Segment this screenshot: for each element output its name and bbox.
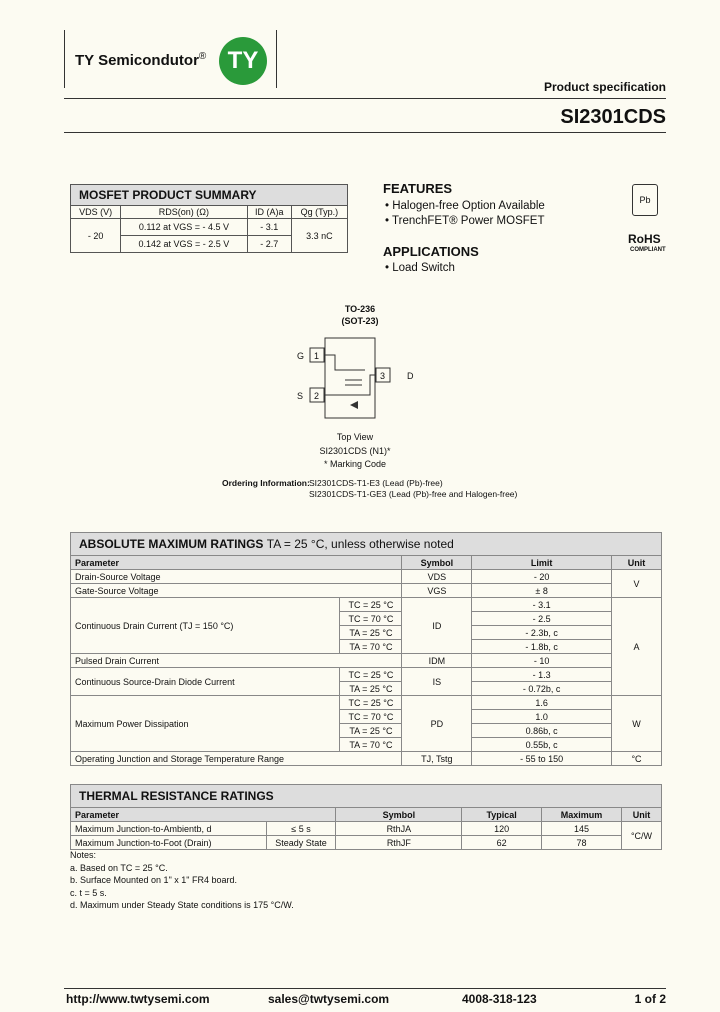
thermal-header: Typical [462, 808, 542, 822]
symbol-cell: PD [402, 696, 472, 752]
product-summary-table [70, 184, 348, 253]
ordering-item: SI2301CDS-T1-E3 (Lead (Pb)-free) [309, 478, 443, 488]
footer-phone: 4008-318-123 [462, 992, 537, 1006]
limit-cell: - 2.5 [472, 612, 612, 626]
cond-cell: ≤ 5 s [266, 822, 336, 836]
param-cell: Maximum Power Dissipation [71, 696, 340, 752]
max-cell: 145 [542, 822, 622, 836]
cond-cell: TC = 25 °C [340, 598, 402, 612]
symbol-cell: IS [402, 668, 472, 696]
cond-cell: TA = 70 °C [340, 738, 402, 752]
pin-s-label: S [297, 391, 304, 401]
pb-free-icon: Pb [632, 184, 658, 216]
summary-vds: - 20 [71, 219, 121, 253]
symbol-cell: RthJA [336, 822, 462, 836]
notes-title: Notes: [70, 850, 97, 860]
param-cell: Continuous Source-Drain Diode Current [71, 668, 340, 696]
top-view-label: Top View [336, 432, 374, 442]
note-item: b. Surface Mounted on 1" x 1" FR4 board. [70, 875, 237, 885]
pin-1-number: 1 [314, 351, 320, 361]
company-logo: TY [219, 37, 267, 85]
footer-url[interactable]: http://www.twtysemi.com [66, 992, 210, 1006]
pin-2-number: 2 [314, 391, 320, 401]
summary-id: - 3.1 [247, 219, 291, 236]
symbol-cell: ID [402, 598, 472, 654]
company-name: TY Semicondutor® [75, 51, 207, 69]
limit-cell: ± 8 [472, 584, 612, 598]
summary-rds: 0.142 at VGS = - 2.5 V [121, 236, 247, 253]
pin-g-label: G [297, 351, 305, 361]
marking-note: * Marking Code [323, 459, 387, 469]
cond-cell: TA = 70 °C [340, 640, 402, 654]
summary-id: - 2.7 [247, 236, 291, 253]
title-divider [64, 132, 666, 133]
symbol-cell: TJ, Tstg [402, 752, 472, 766]
marking-code: SI2301CDS (N1)* [319, 446, 391, 456]
thermal-resistance-table [70, 784, 662, 850]
limit-cell: - 55 to 150 [472, 752, 612, 766]
page-number: 1 of 2 [634, 992, 666, 1006]
abs-max-title: ABSOLUTE MAXIMUM RATINGS TA = 25 °C, unless otherwise noted [71, 533, 662, 556]
cond-cell: Steady State [266, 836, 336, 850]
thermal-title: THERMAL RESISTANCE RATINGS [71, 785, 662, 808]
symbol-cell: VDS [402, 570, 472, 584]
note-item: d. Maximum under Steady State conditions is 175 °C/W. [70, 900, 294, 910]
unit-cell: A [612, 598, 662, 696]
diode-symbol [350, 401, 358, 409]
thermal-header: Parameter [71, 808, 336, 822]
param-cell: Maximum Junction-to-Ambientb, d [71, 822, 267, 836]
limit-cell: 1.0 [472, 710, 612, 724]
limit-cell: - 1.8b, c [472, 640, 612, 654]
cond-cell: TC = 70 °C [340, 710, 402, 724]
typ-cell: 120 [462, 822, 542, 836]
summary-header: VDS (V) [71, 206, 121, 219]
limit-cell: - 20 [472, 570, 612, 584]
param-cell: Drain-Source Voltage [71, 570, 402, 584]
unit-cell: W [612, 696, 662, 752]
cond-cell: TA = 25 °C [340, 682, 402, 696]
cond-cell: TC = 25 °C [340, 668, 402, 682]
abs-header: Parameter [71, 556, 402, 570]
param-cell: Operating Junction and Storage Temperature Range [71, 752, 402, 766]
thermal-header: Maximum [542, 808, 622, 822]
param-cell: Gate-Source Voltage [71, 584, 402, 598]
limit-cell: - 0.72b, c [472, 682, 612, 696]
ordering-item: SI2301CDS-T1-GE3 (Lead (Pb)-free and Halogen-free) [309, 489, 518, 499]
summary-rds: 0.112 at VGS = - 4.5 V [121, 219, 247, 236]
unit-cell: V [612, 570, 662, 598]
typ-cell: 62 [462, 836, 542, 850]
limit-cell: 1.6 [472, 696, 612, 710]
notes [70, 849, 294, 912]
application-item: • Load Switch [385, 262, 455, 274]
summary-header: Qg (Typ.) [291, 206, 347, 219]
cond-cell: TA = 25 °C [340, 626, 402, 640]
limit-cell: 0.86b, c [472, 724, 612, 738]
header-divider [64, 98, 666, 99]
limit-cell: 0.55b, c [472, 738, 612, 752]
spec-label: Product specification [543, 80, 666, 94]
max-cell: 78 [542, 836, 622, 850]
feature-item: • Halogen-free Option Available [385, 200, 545, 212]
package-diagram [290, 330, 420, 430]
summary-qg: 3.3 nC [291, 219, 347, 253]
symbol-cell: VGS [402, 584, 472, 598]
pin-3-number: 3 [380, 371, 386, 381]
footer-email[interactable]: sales@twtysemi.com [268, 992, 390, 1006]
package-body [325, 338, 375, 418]
note-item: a. Based on TC = 25 °C. [70, 862, 168, 873]
pin-d-label: D [407, 371, 414, 381]
ordering-label: Ordering Information: [222, 478, 310, 488]
unit-cell: °C/W [621, 822, 661, 850]
cond-cell: TC = 70 °C [340, 612, 402, 626]
param-cell: Maximum Junction-to-Foot (Drain) [71, 836, 267, 850]
limit-cell: - 3.1 [472, 598, 612, 612]
param-cell: Continuous Drain Current (TJ = 150 °C) [71, 598, 340, 654]
summary-header: ID (A)a [247, 206, 291, 219]
applications-title: APPLICATIONS [383, 244, 479, 259]
rohs-label: RoHS [628, 232, 661, 246]
features-title: FEATURES [383, 181, 453, 196]
absolute-max-ratings-table [70, 532, 662, 766]
mosfet-symbol [324, 355, 376, 395]
footer-divider [64, 988, 666, 989]
cond-cell: TA = 25 °C [340, 724, 402, 738]
cond-cell: TC = 25 °C [340, 696, 402, 710]
rohs-compliant: COMPLIANT [630, 247, 666, 253]
param-cell: Pulsed Drain Current [71, 654, 402, 668]
note-item: c. t = 5 s. [70, 887, 107, 898]
abs-header: Unit [612, 556, 662, 570]
limit-cell: - 1.3 [472, 668, 612, 682]
abs-header: Limit [472, 556, 612, 570]
limit-cell: - 2.3b, c [472, 626, 612, 640]
unit-cell: °C [612, 752, 662, 766]
symbol-cell: RthJF [336, 836, 462, 850]
limit-cell: - 10 [472, 654, 612, 668]
summary-title: MOSFET PRODUCT SUMMARY [71, 185, 348, 206]
part-number: SI2301CDS [560, 106, 666, 128]
package-alt: (SOT-23) [341, 316, 379, 326]
package-name: TO-236 [344, 304, 376, 314]
thermal-header: Symbol [336, 808, 462, 822]
summary-header: RDS(on) (Ω) [121, 206, 247, 219]
thermal-header: Unit [621, 808, 661, 822]
abs-header: Symbol [402, 556, 472, 570]
symbol-cell: IDM [402, 654, 472, 668]
feature-item: • TrenchFET® Power MOSFET [385, 215, 545, 227]
